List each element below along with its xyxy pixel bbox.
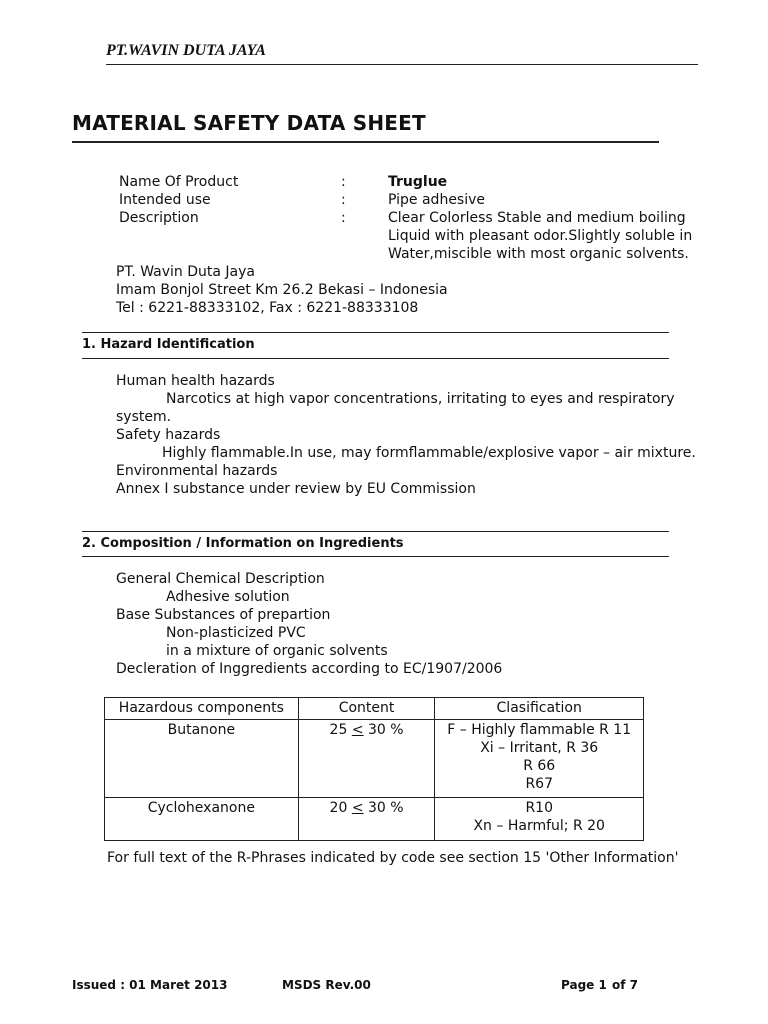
- base-substances-label: Base Substances of prepartion: [116, 607, 331, 623]
- intended-use-value: Pipe adhesive: [388, 192, 486, 208]
- content-high: 30 %: [363, 722, 404, 738]
- human-hazards-text: Narcotics at high vapor concentrations, irritating to eyes and respiratory: [166, 391, 675, 407]
- company-name: PT.WAVIN DUTA JAYA: [106, 42, 266, 59]
- field-sep-name: :: [341, 174, 346, 190]
- page-number: Page 1: [561, 978, 607, 992]
- table-note: For full text of the R-Phrases indicated by code see section 15 'Other Information': [107, 850, 679, 866]
- product-name-value: Truglue: [388, 174, 448, 190]
- table-header-row: [105, 698, 644, 720]
- content-cell: [298, 798, 435, 841]
- declaration-text: Decleration of Inggredients according to EC/1907/2006: [116, 661, 503, 677]
- classification-line: F – Highly flammable R 11: [447, 722, 632, 738]
- description-line-1: Clear Colorless Stable and medium boiling: [388, 210, 686, 226]
- description-line-3: Water,miscible with most organic solvents.: [388, 246, 689, 262]
- content-cell: [298, 720, 435, 798]
- hazard-components-table: [104, 697, 644, 841]
- classification-line: R67: [525, 776, 553, 792]
- general-description-value: Adhesive solution: [166, 589, 290, 605]
- human-hazards-label: Human health hazards: [116, 373, 275, 389]
- base-substances-value-1: Non-plasticized PVC: [166, 625, 306, 641]
- header-cell-component: Hazardous components: [105, 698, 299, 720]
- less-equal-symbol: <: [351, 722, 364, 738]
- section2-bottom-rule: [82, 556, 669, 557]
- field-label-description: Description: [119, 210, 199, 226]
- section1-bottom-rule: [82, 358, 669, 359]
- classification-line: R10: [525, 800, 553, 816]
- classification-line: R 66: [523, 758, 556, 774]
- content-low: 25: [329, 722, 352, 738]
- human-hazards-text-cont: system.: [116, 409, 172, 425]
- header-divider: [106, 64, 698, 65]
- base-substances-value-2: in a mixture of organic solvents: [166, 643, 388, 659]
- less-equal-symbol: <: [351, 800, 364, 816]
- component-cell: Butanone: [105, 720, 299, 798]
- classification-cell: [435, 798, 644, 841]
- address-name: PT. Wavin Duta Jaya: [116, 264, 256, 280]
- section2-top-rule: [82, 531, 669, 532]
- address-street: Imam Bonjol Street Km 26.2 Bekasi – Indonesia: [116, 282, 448, 298]
- document-title: MATERIAL SAFETY DATA SHEET: [72, 111, 426, 135]
- component-cell: Cyclohexanone: [105, 798, 299, 841]
- page-total: of 7: [612, 978, 638, 992]
- msds-revision: MSDS Rev.00: [282, 978, 371, 992]
- content-high: 30 %: [363, 800, 404, 816]
- table-row: [105, 798, 644, 841]
- field-label-name: Name Of Product: [119, 174, 239, 190]
- issued-date: Issued : 01 Maret 2013: [72, 978, 228, 992]
- table-row: [105, 720, 644, 798]
- safety-hazards-text: Highly flammable.In use, may formflammable/explosive vapor – air mixture.: [162, 445, 696, 461]
- classification-line: Xi – Irritant, R 36: [480, 740, 599, 756]
- address-contact: Tel : 6221-88333102, Fax : 6221-88333108: [116, 300, 419, 316]
- section2-heading: 2. Composition / Information on Ingredients: [82, 536, 404, 551]
- environmental-hazards-text: Annex I substance under review by EU Commission: [116, 481, 476, 497]
- classification-line: Xn – Harmful; R 20: [473, 818, 605, 834]
- header-cell-content: Content: [298, 698, 435, 720]
- field-sep-use: :: [341, 192, 346, 208]
- safety-hazards-label: Safety hazards: [116, 427, 221, 443]
- header-cell-classification: Clasification: [435, 698, 644, 720]
- section1-top-rule: [82, 332, 669, 333]
- section1-heading: 1. Hazard Identification: [82, 337, 255, 352]
- field-sep-description: :: [341, 210, 346, 226]
- description-line-2: Liquid with pleasant odor.Slightly soluble in: [388, 228, 693, 244]
- environmental-hazards-label: Environmental hazards: [116, 463, 278, 479]
- classification-cell: [435, 720, 644, 798]
- title-underline: [72, 141, 659, 143]
- content-low: 20: [329, 800, 352, 816]
- general-description-label: General Chemical Description: [116, 571, 325, 587]
- field-label-use: Intended use: [119, 192, 211, 208]
